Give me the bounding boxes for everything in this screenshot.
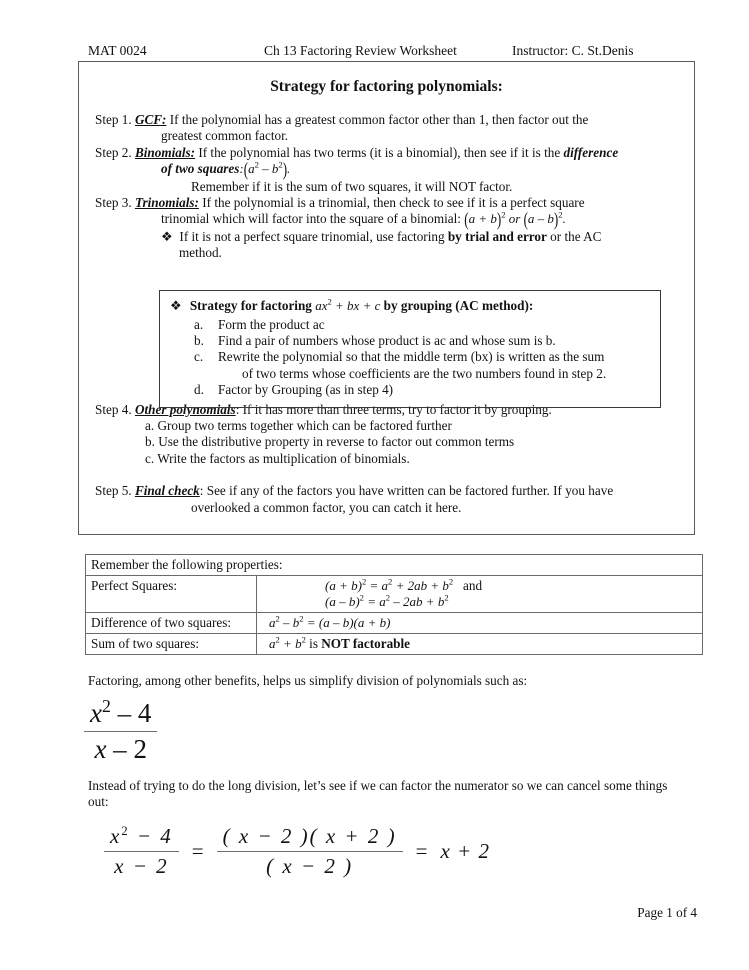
step-2-math: $:(a^2 - b^2)$. bbox=[239, 158, 291, 181]
ac-item-b bbox=[194, 333, 652, 349]
table-row-caption bbox=[86, 555, 703, 576]
step-3-line-2 bbox=[95, 208, 684, 231]
equation-left-numerator: $x^2 - 4$ bbox=[104, 824, 179, 852]
step-3-bullet-text-b: or the AC bbox=[546, 228, 602, 244]
step-4-item-a: a. Group two terms together which can be factored further bbox=[145, 418, 452, 434]
difference-of-squares-formula: $a^2 - b^2 = (a - b)(a + b)$ bbox=[269, 613, 391, 630]
ac-item-b-text: Find a pair of numbers whose product is ac and whose sum is b. bbox=[218, 333, 556, 349]
sum-of-squares-label: Sum of two squares: bbox=[86, 634, 257, 655]
equation-result: x + 2 bbox=[440, 839, 490, 863]
step-3-bullet-continuation: method. bbox=[179, 245, 222, 261]
strategy-box bbox=[78, 61, 695, 535]
sum-of-squares-value bbox=[257, 634, 703, 655]
step-5-number: Step 5. bbox=[95, 483, 132, 499]
step-2-label: Binomials: bbox=[134, 144, 196, 160]
properties-caption: Remember the following properties: bbox=[86, 555, 703, 576]
step-4-item-c: c. Write the factors as multiplication of binomials. bbox=[145, 450, 410, 466]
ac-item-b-letter: b. bbox=[194, 333, 204, 349]
intro-paragraph: Factoring, among other benefits, helps us simplify division of polynomials such as: bbox=[88, 673, 528, 688]
ac-item-c bbox=[194, 349, 652, 381]
diamond-bullet-icon: ❖ bbox=[161, 228, 173, 244]
step-3-text-b: trinomial which will factor into the square of a binomial: bbox=[161, 211, 465, 227]
equation-left-fraction bbox=[104, 824, 179, 879]
step-4-number: Step 4. bbox=[95, 401, 132, 417]
equation-left-denominator: x − 2 bbox=[114, 854, 169, 878]
fraction-numerator: $x^2 - 4$ bbox=[84, 698, 157, 732]
step-3-number: Step 3. bbox=[95, 195, 132, 211]
ac-item-a bbox=[194, 317, 652, 333]
ac-method-heading bbox=[170, 298, 533, 314]
step-3-bullet-text: If it is not a perfect square trinomial, use factoring bbox=[179, 228, 448, 244]
course-code: MAT 0024 bbox=[88, 43, 147, 58]
diamond-bullet-icon: ❖ bbox=[170, 298, 182, 313]
step-5-text: : See if any of the factors you have written can be factored further. If you have bbox=[199, 483, 614, 499]
ac-item-a-text: Form the product ac bbox=[218, 317, 325, 332]
perfect-squares-label: Perfect Squares: bbox=[86, 576, 257, 613]
step-5-line bbox=[95, 483, 684, 499]
difference-of-squares-label: Difference of two squares: bbox=[86, 613, 257, 634]
step-1-continuation: greatest common factor. bbox=[161, 128, 289, 144]
step-2-emphasis-1: difference bbox=[563, 144, 619, 160]
ac-method-box bbox=[159, 290, 661, 408]
step-3-label: Trinomials: bbox=[134, 195, 199, 211]
sum-of-squares-formula: $a^2 + b^2$ bbox=[269, 634, 306, 651]
step-3-line bbox=[95, 195, 684, 211]
properties-table bbox=[85, 554, 703, 655]
instructor-name: Instructor: C. St.Denis bbox=[512, 43, 634, 58]
step-3-bullet bbox=[95, 229, 684, 245]
table-row-perfect-squares bbox=[86, 576, 703, 613]
ac-item-d-text: Factor by Grouping (as in step 4) bbox=[218, 381, 394, 397]
step-2-emphasis-2: of two squares bbox=[161, 161, 240, 177]
step-2-math-line bbox=[95, 158, 684, 181]
equals-sign-1: = bbox=[191, 839, 204, 863]
step-5 bbox=[95, 483, 684, 516]
running-header bbox=[88, 42, 674, 60]
step-4-label: Other polynomials bbox=[134, 401, 236, 417]
fraction bbox=[84, 698, 157, 765]
step-3-text: If the polynomial is a trinomial, then check to see if it is a perfect square bbox=[202, 195, 585, 211]
equation-middle-fraction bbox=[217, 824, 403, 879]
step-3 bbox=[95, 195, 684, 262]
fraction-denominator: x – 2 bbox=[94, 734, 147, 764]
sum-of-squares-not-factorable: NOT factorable bbox=[321, 636, 411, 651]
step-2-text: If the polynomial has two terms (it is a binomial), then see if it is the bbox=[198, 144, 564, 160]
worked-equation bbox=[104, 824, 490, 879]
ac-item-d bbox=[194, 382, 652, 398]
perfect-squares-value bbox=[257, 576, 703, 613]
step-3-bullet-emphasis: by trial and error bbox=[447, 228, 547, 244]
step-2-note: Remember if it is the sum of two squares, it will NOT factor. bbox=[191, 178, 513, 194]
table-row-sum-of-squares bbox=[86, 634, 703, 655]
perfect-squares-formula-1: $(a + b)^2 = a^2 + 2ab + b^2$ bbox=[325, 576, 454, 593]
step-5-label: Final check bbox=[134, 483, 200, 499]
ac-heading-text-a: Strategy for factoring bbox=[189, 298, 316, 313]
step-1 bbox=[95, 112, 684, 145]
sum-of-squares-is: is bbox=[309, 636, 318, 651]
step-4-item-b: b. Use the distributive property in reverse to factor out common terms bbox=[145, 434, 515, 450]
ac-heading-text-b: by grouping (AC method): bbox=[380, 298, 534, 313]
worksheet-title: Ch 13 Factoring Review Worksheet bbox=[264, 43, 457, 58]
ac-heading-math: $ax^2$ + bx + c bbox=[315, 296, 381, 313]
step-1-number: Step 1. bbox=[95, 112, 132, 127]
step-5-continuation: overlooked a common factor, you can catch it here. bbox=[191, 499, 462, 515]
equation-middle-denominator: ( x − 2 ) bbox=[266, 854, 354, 878]
step-2-number: Step 2. bbox=[95, 144, 132, 160]
perfect-squares-formula-2: $(a - b)^2 = a^2 - 2ab + b^2$ bbox=[325, 592, 449, 609]
step-4-text: : If it has more than three terms, try to factor it by grouping. bbox=[235, 401, 552, 417]
step-spacer bbox=[95, 467, 684, 483]
perfect-squares-and: and bbox=[463, 578, 483, 593]
step-2 bbox=[95, 145, 684, 195]
ac-item-c-letter: c. bbox=[194, 349, 204, 365]
step-4 bbox=[95, 402, 684, 468]
ac-item-c-continuation: of two terms whose coefficients are the two numbers found in step 2. bbox=[242, 365, 607, 381]
explanation-paragraph: Instead of trying to do the long division, let’s see if we can factor the numerator so we can cancel some things out: bbox=[88, 778, 668, 810]
strategy-box-title: Strategy for factoring polynomials: bbox=[270, 78, 503, 95]
step-2-line bbox=[95, 145, 684, 161]
step-1-line bbox=[95, 112, 684, 128]
equals-sign-2: = bbox=[415, 839, 428, 863]
example-fraction bbox=[84, 698, 157, 765]
ac-item-a-letter: a. bbox=[194, 317, 204, 332]
ac-item-c-text: Rewrite the polynomial so that the middle term (bx) is written as the sum bbox=[218, 349, 605, 365]
page-footer: Page 1 of 4 bbox=[637, 905, 697, 920]
ac-item-d-letter: d. bbox=[194, 381, 204, 397]
table-row-difference-of-squares bbox=[86, 613, 703, 634]
equation-middle-numerator: ( x − 2 )( x + 2 ) bbox=[217, 824, 403, 852]
step-3-math: $(a + b)^2$ or (a – b)$^2$. bbox=[464, 208, 566, 231]
ac-method-list bbox=[194, 317, 652, 398]
step-1-label: GCF: bbox=[134, 112, 167, 127]
difference-of-squares-value bbox=[257, 613, 703, 634]
step-1-text: If the polynomial has a greatest common factor other than 1, then factor out the bbox=[169, 112, 589, 127]
